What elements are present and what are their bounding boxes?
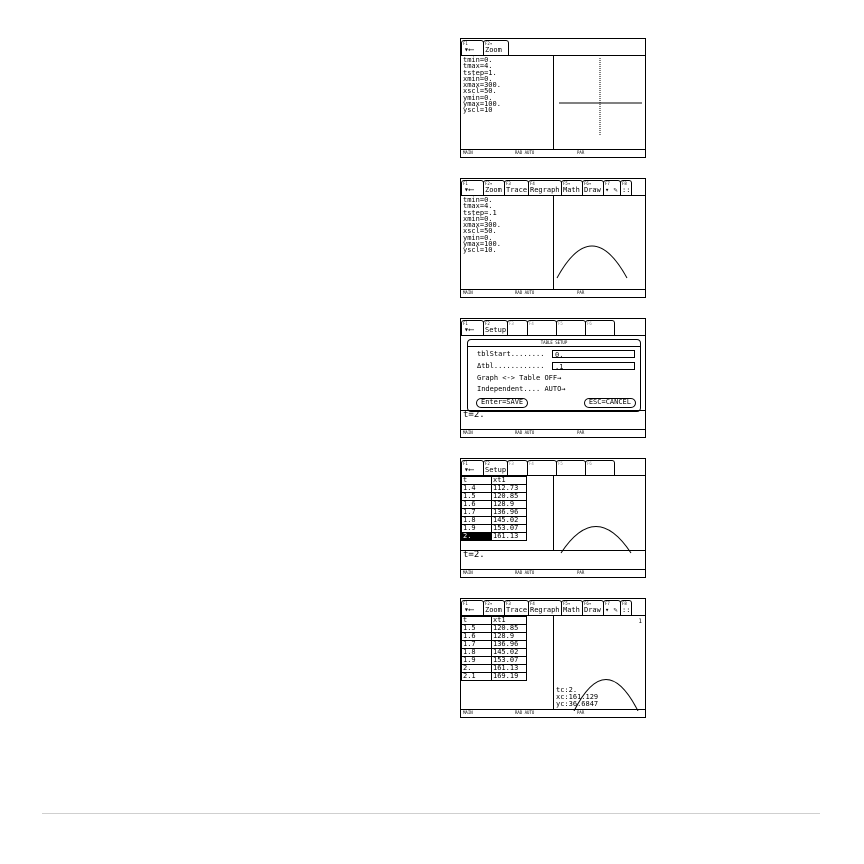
window-variables-pane <box>461 56 554 149</box>
window-variable[interactable]: xmin=0. <box>463 74 493 83</box>
graph-pane <box>554 196 645 289</box>
table-cell[interactable]: 2. <box>462 665 492 673</box>
table-row <box>462 533 527 541</box>
calc-screen-table-trace <box>460 598 646 718</box>
tab-f4-regraph[interactable]: F4 Regraph <box>528 600 562 615</box>
tab-f1-tools[interactable]: F1 ▾⟵ <box>461 320 484 335</box>
entry-line[interactable]: t=2. <box>463 410 485 420</box>
tab-f8-style[interactable]: F8 :: <box>622 601 631 614</box>
table-cell[interactable]: 1.9 <box>462 657 492 665</box>
table-cell[interactable]: 145.02 <box>492 517 527 525</box>
entry-divider <box>461 550 645 551</box>
window-variable[interactable]: xmax=300. <box>463 81 501 90</box>
table-cell[interactable]: 1.5 <box>462 625 492 633</box>
toolbar <box>461 599 645 616</box>
tab-f6-disabled: F6 <box>585 320 615 335</box>
tab-f5-math[interactable]: F5▾ Math <box>561 180 583 195</box>
page-footer-rule <box>42 813 820 814</box>
table-cell[interactable]: 1.7 <box>462 509 492 517</box>
graph-parabola <box>554 196 646 291</box>
save-button[interactable]: Enter=SAVE <box>476 398 528 408</box>
window-variable[interactable]: xmax=300. <box>463 221 501 230</box>
table-cell[interactable]: 1.8 <box>462 649 492 657</box>
tab-f1-tools[interactable]: F1 ▾⟵ <box>461 460 484 475</box>
independent-select[interactable]: AUTO→ <box>544 385 566 393</box>
table-cell[interactable]: 128.9 <box>492 501 527 509</box>
table-cell[interactable]: 161.13 <box>492 665 527 673</box>
tab-f2-setup[interactable]: F2 Setup <box>485 321 507 334</box>
tab-f7-pencil[interactable]: F7 ▾ ✎ <box>603 600 621 615</box>
table-cell[interactable]: 136.96 <box>492 509 527 517</box>
tab-f3-disabled: F3 <box>507 460 528 475</box>
tab-f5-math[interactable]: F5▾ Math <box>561 600 583 615</box>
table-cell[interactable]: 1.7 <box>462 641 492 649</box>
column-header: t <box>462 617 492 625</box>
tab-f6-disabled: F6 <box>585 460 615 475</box>
tab-f1-tools[interactable]: F1 ▾⟵ <box>461 40 484 55</box>
window-variable[interactable]: tmax=4. <box>463 202 493 211</box>
table-cell[interactable]: 2.1 <box>462 673 492 681</box>
column-header: t <box>462 477 492 485</box>
trace-yc: yc:36.6847 <box>556 700 599 708</box>
window-variable[interactable]: tmin=0. <box>463 56 493 64</box>
calc-screen-table-setup <box>460 318 646 438</box>
calc-screen-table-graph <box>460 458 646 578</box>
table-cell[interactable]: 120.85 <box>492 493 527 501</box>
entry-divider <box>461 410 645 411</box>
tools-icon: ▾⟵ <box>464 325 474 334</box>
table-cell[interactable]: 1.8 <box>462 517 492 525</box>
table-cell[interactable]: 1.4 <box>462 485 492 493</box>
dialog-title: TABLE SETUP <box>468 340 640 347</box>
window-variable[interactable]: tmax=4. <box>463 62 493 71</box>
cancel-button[interactable]: ESC=CANCEL <box>584 398 636 408</box>
tab-f7-pencil[interactable]: F7 ▾ ✎ <box>603 180 621 195</box>
table-pane <box>461 616 554 709</box>
window-variable[interactable]: yscl=10 <box>463 106 493 115</box>
table-cell[interactable]: 112.73 <box>492 485 527 493</box>
trace-readout <box>556 687 598 708</box>
window-variable[interactable]: tstep=.1 <box>463 208 497 217</box>
status-bar: MAIN RAD AUTO PAR <box>461 569 645 577</box>
independent-label: Independent.... AUTO→ <box>477 385 566 393</box>
status-bar: MAIN RAD AUTO PAR <box>461 289 645 297</box>
calc-screen-window-editor-1 <box>460 38 646 158</box>
tab-f8-style[interactable]: F8 :: <box>622 181 631 194</box>
tab-f4-disabled: F4 <box>527 320 557 335</box>
dtbl-field[interactable]: .1 <box>552 362 635 370</box>
toolbar <box>461 459 645 476</box>
table-cell[interactable]: 153.07 <box>492 657 527 665</box>
window-variable[interactable]: ymax=100. <box>463 240 501 249</box>
parametric-curve <box>557 246 627 278</box>
window-variable[interactable]: xscl=50. <box>463 87 497 96</box>
table-cell[interactable]: 128.9 <box>492 633 527 641</box>
trace-function-number: 1 <box>638 618 642 625</box>
table-cell[interactable]: 1.9 <box>462 525 492 533</box>
entry-line[interactable]: t=2. <box>463 550 485 560</box>
tab-f2-zoom[interactable]: F2▾ Zoom <box>483 600 505 615</box>
window-variables-pane <box>461 196 554 289</box>
tab-f2-setup[interactable]: F2 Setup <box>485 461 507 474</box>
pencil-icon: ▾ ✎ <box>605 186 618 194</box>
pencil-icon: ▾ ✎ <box>605 606 618 614</box>
window-variable[interactable]: ymin=0. <box>463 233 493 242</box>
tab-f1-tools[interactable]: F1 ▾⟵ <box>461 180 484 195</box>
table-cell[interactable]: 169.19 <box>492 673 527 681</box>
table-cell[interactable]: 1.6 <box>462 633 492 641</box>
graph-pane <box>554 616 645 709</box>
toolbar <box>461 39 645 56</box>
window-variable[interactable]: xscl=50. <box>463 227 497 236</box>
tblstart-label: tblStart........ <box>477 350 545 358</box>
tab-f5-disabled: F5 <box>556 460 586 475</box>
table-cell[interactable]: 136.96 <box>492 641 527 649</box>
tab-f5-disabled: F5 <box>556 320 586 335</box>
column-header: xt1 <box>492 617 527 625</box>
graph-parabola <box>554 476 646 554</box>
tab-f3-trace[interactable]: F3 Trace <box>506 181 528 194</box>
window-variable[interactable]: ymin=0. <box>463 93 493 102</box>
graph-pane <box>554 476 645 569</box>
tools-icon: ▾⟵ <box>464 605 474 614</box>
tab-f2-zoom[interactable]: F2▾ Zoom <box>483 180 505 195</box>
toolbar <box>461 319 645 336</box>
tab-f4-regraph[interactable]: F4 Regraph <box>528 180 562 195</box>
tab-f3-disabled: F3 <box>507 320 528 335</box>
window-variables-list <box>463 57 553 114</box>
table-cell[interactable]: 161.13 <box>492 533 527 541</box>
table-row <box>462 673 527 681</box>
status-bar: MAIN RAD AUTO PAR <box>461 149 645 157</box>
table-setup-dialog <box>467 339 641 412</box>
graph-table-select[interactable]: OFF→ <box>544 374 562 382</box>
values-table <box>461 476 527 541</box>
tools-icon: ▾⟵ <box>464 185 474 194</box>
table-cell[interactable]: 1.6 <box>462 501 492 509</box>
window-variable[interactable]: tstep=1. <box>463 68 497 77</box>
tab-f2-zoom[interactable]: F2▾ Zoom <box>483 40 509 55</box>
window-variable[interactable]: ymax=100. <box>463 100 501 109</box>
table-cell[interactable]: 153.07 <box>492 525 527 533</box>
trace-xc: xc:161.129 <box>556 693 599 701</box>
values-table <box>461 616 527 681</box>
dtbl-label: Δtbl............ <box>477 362 545 370</box>
graph-pane <box>554 56 645 149</box>
calc-screen-window-editor-2 <box>460 178 646 298</box>
tab-f3-trace[interactable]: F3 Trace <box>506 601 528 614</box>
table-cell[interactable]: 1.5 <box>462 493 492 501</box>
trace-tc: tc:2. <box>556 686 578 694</box>
tools-icon: ▾⟵ <box>464 465 474 474</box>
tools-icon: ▾⟵ <box>464 45 474 54</box>
column-header: xt1 <box>492 477 527 485</box>
tblstart-field[interactable]: 0. <box>552 350 635 358</box>
table-cell[interactable]: 120.85 <box>492 625 527 633</box>
status-bar: MAIN RAD AUTO PAR <box>461 709 645 717</box>
tab-f4-disabled: F4 <box>527 460 557 475</box>
table-pane <box>461 476 554 551</box>
window-variable[interactable]: xmin=0. <box>463 214 493 223</box>
status-bar: MAIN RAD AUTO PAR <box>461 429 645 437</box>
table-cell[interactable]: 145.02 <box>492 649 527 657</box>
window-variable[interactable]: yscl=10. <box>463 246 497 255</box>
tab-f1-tools[interactable]: F1 ▾⟵ <box>461 600 484 615</box>
tab-f6-draw[interactable]: F6▾ Draw <box>582 180 604 195</box>
graph-axes <box>554 56 646 151</box>
table-cell[interactable]: 2. <box>462 533 492 541</box>
window-variables-list <box>463 197 553 254</box>
graph-table-label: Graph <-> Table OFF→ <box>477 374 562 382</box>
window-variable[interactable]: tmin=0. <box>463 196 493 204</box>
tab-f6-draw[interactable]: F6▾ Draw <box>582 600 604 615</box>
toolbar <box>461 179 645 196</box>
